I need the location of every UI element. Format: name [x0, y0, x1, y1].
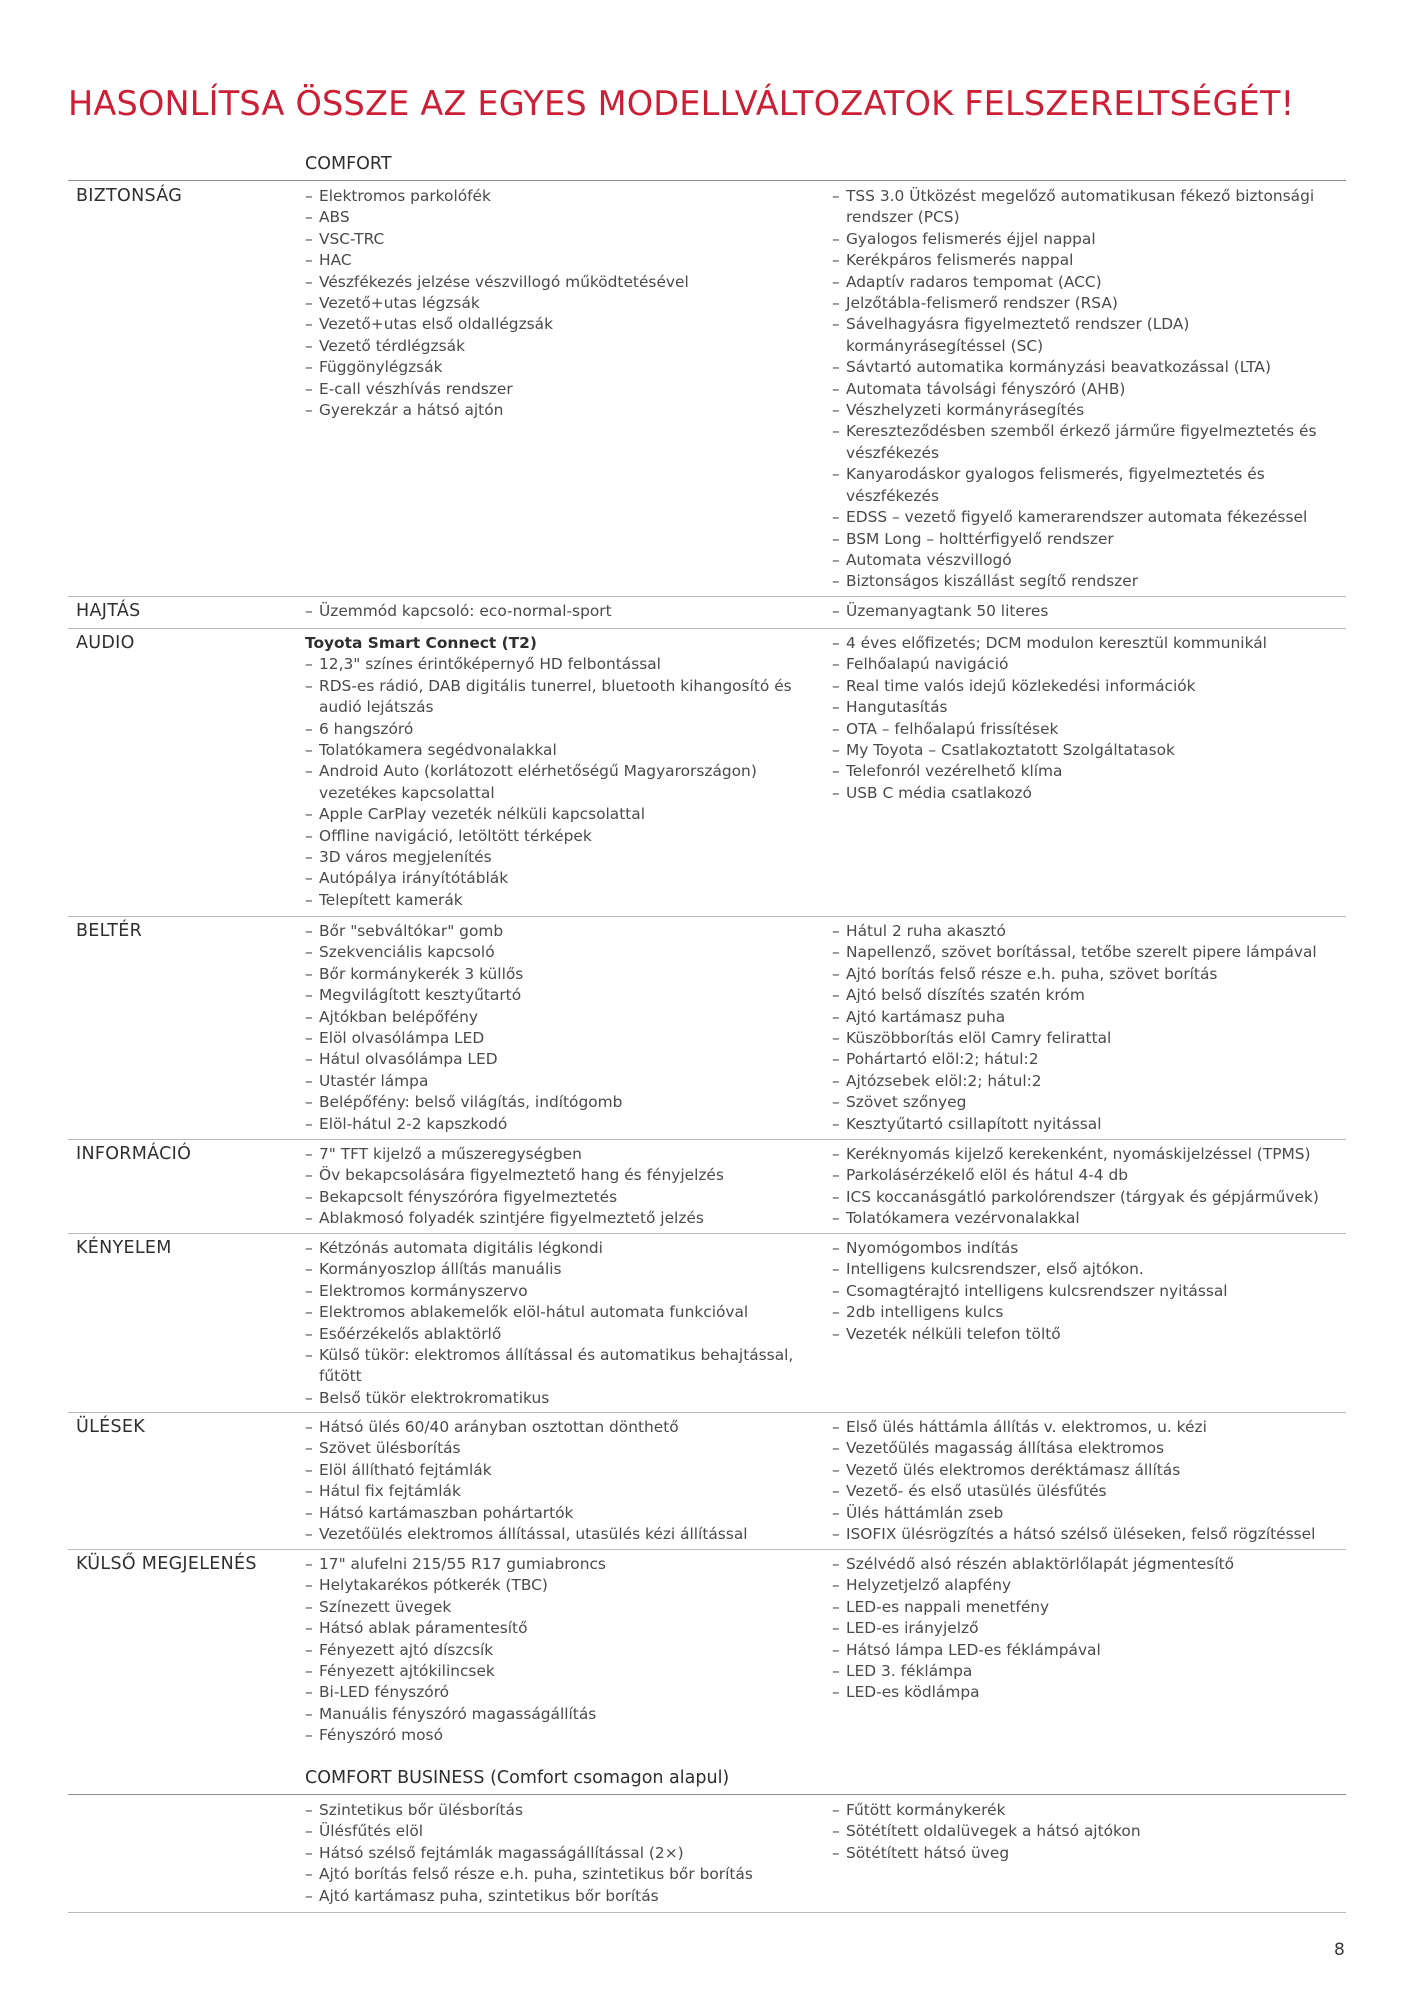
subheading: Toyota Smart Connect (T2)	[305, 634, 537, 652]
feature-list-left	[305, 1144, 825, 1230]
row-divider	[68, 628, 1346, 629]
list-item: – Vezető+utas légzsák	[305, 293, 825, 314]
feature-list-left	[305, 601, 825, 622]
list-item: – Megvilágított kesztyűtartó	[305, 985, 825, 1006]
row-divider	[68, 596, 1346, 597]
list-item: – RDS-es rádió, DAB digitális tunerrel, bluetooth kihangosító és audió lejátszás	[305, 676, 825, 719]
feature-list-left	[305, 1554, 825, 1747]
list-item: – Ablakmosó folyadék szintjére figyelmeztető jelzés	[305, 1208, 825, 1229]
list-item: – Napellenző, szövet borítással, tetőbe szerelt pipere lámpával	[832, 942, 1352, 963]
list-item: – Hátul 2 ruha akasztó	[832, 921, 1352, 942]
list-item: – Keréknyomás kijelző kerekenként, nyomáskijelzéssel (TPMS)	[832, 1144, 1352, 1165]
row-category: INFORMÁCIÓ	[76, 1144, 192, 1164]
list-item: – Szekvenciális kapcsoló	[305, 942, 825, 963]
list-item: – Szövet ülésborítás	[305, 1438, 825, 1459]
list-item: – 12,3" színes érintőképernyő HD felbontással	[305, 654, 825, 675]
list-item: – Helytakarékos pótkerék (TBC)	[305, 1575, 825, 1596]
list-item: – ISOFIX ülésrögzítés a hátsó szélső üléseken, felső rögzítéssel	[832, 1524, 1352, 1545]
list-item: – Öv bekapcsolására figyelmeztető hang és fényjelzés	[305, 1165, 825, 1186]
list-item: – 2db intelligens kulcs	[832, 1302, 1352, 1323]
list-item: – Bőr "sebváltókar" gomb	[305, 921, 825, 942]
row-divider	[68, 1233, 1346, 1234]
list-item: – Automata vészvillogó	[832, 550, 1352, 571]
list-item: – Ajtó kartámasz puha, szintetikus bőr borítás	[305, 1886, 825, 1907]
list-item: – Vezető ülés elektromos deréktámasz állítás	[832, 1460, 1352, 1481]
feature-list-right	[832, 1144, 1352, 1230]
list-item: – Sötétített hátsó üveg	[832, 1843, 1352, 1864]
list-item: – Elektromos parkolófék	[305, 186, 825, 207]
list-item: – My Toyota – Csatlakoztatott Szolgáltatasok	[832, 740, 1352, 761]
list-item: – BSM Long – holttérfigyelő rendszer	[832, 529, 1352, 550]
list-item: – Vezeték nélküli telefon töltő	[832, 1324, 1352, 1345]
list-item: – Szélvédő alsó részén ablaktörlőlapát jégmentesítő	[832, 1554, 1352, 1575]
list-item: – Bekapcsolt fényszóróra figyelmeztetés	[305, 1187, 825, 1208]
list-item: – Első ülés háttámla állítás v. elektromos, u. kézi	[832, 1417, 1352, 1438]
list-item: – Kanyarodáskor gyalogos felismerés, figyelmeztetés és vészfékezés	[832, 464, 1352, 507]
page-number: 8	[1334, 1940, 1345, 1960]
list-item: – Hátsó lámpa LED-es féklámpával	[832, 1640, 1352, 1661]
list-item: – Manuális fényszóró magasságállítás	[305, 1704, 825, 1725]
row-category: ÜLÉSEK	[76, 1417, 146, 1437]
list-item: – Vészhelyzeti kormányrásegítés	[832, 400, 1352, 421]
list-item: – ICS koccanásgátló parkolórendszer (tárgyak és gépjárművek)	[832, 1187, 1352, 1208]
feature-list-left	[305, 1238, 825, 1409]
list-item: – LED 3. féklámpa	[832, 1661, 1352, 1682]
list-item: – LED-es nappali menetfény	[832, 1597, 1352, 1618]
row-divider	[68, 916, 1346, 917]
list-item: – Hangutasítás	[832, 697, 1352, 718]
list-item: – HAC	[305, 250, 825, 271]
feature-list-right	[832, 601, 1352, 622]
list-item: – Ülésfűtés elöl	[305, 1821, 825, 1842]
list-item: – Fényezett ajtó díszcsík	[305, 1640, 825, 1661]
list-item: – Adaptív radaros tempomat (ACC)	[832, 272, 1352, 293]
row-divider	[68, 1139, 1346, 1140]
list-item: – Belső tükör elektrokromatikus	[305, 1388, 825, 1409]
list-item: – Tolatókamera vezérvonalakkal	[832, 1208, 1352, 1229]
list-item: – Biztonságos kiszállást segítő rendszer	[832, 571, 1352, 592]
list-item: – Hátsó kartámaszban pohártartók	[305, 1503, 825, 1524]
list-item: – Elöl állítható fejtámlák	[305, 1460, 825, 1481]
list-item: – Apple CarPlay vezeték nélküli kapcsolattal	[305, 804, 825, 825]
list-item: – Autópálya irányítótáblák	[305, 868, 825, 889]
section-rule	[68, 180, 1346, 181]
list-item: – Elektromos kormányszervo	[305, 1281, 825, 1302]
list-item: – Ajtókban belépőfény	[305, 1007, 825, 1028]
list-item: – Ajtó borítás felső része e.h. puha, szövet borítás	[832, 964, 1352, 985]
list-item: – Vezető- és első utasülés ülésfűtés	[832, 1481, 1352, 1502]
list-item: – Külső tükör: elektromos állítással és automatikus behajtással, fűtött	[305, 1345, 825, 1388]
list-item: – Hátul fix fejtámlák	[305, 1481, 825, 1502]
list-item: – Offline navigáció, letöltött térképek	[305, 826, 825, 847]
list-item: – VSC-TRC	[305, 229, 825, 250]
list-item: – Sávtartó automatika kormányzási beavatkozással (LTA)	[832, 357, 1352, 378]
list-item: – Fényszóró mosó	[305, 1725, 825, 1746]
list-item: – Vezető+utas első oldallégzsák	[305, 314, 825, 335]
list-item: – 6 hangszóró	[305, 719, 825, 740]
list-item: – Kereszteződésben szemből érkező járműre figyelmeztetés és vészfékezés	[832, 421, 1352, 464]
list-item: – Üzemmód kapcsoló: eco-normal-sport	[305, 601, 825, 622]
feature-list-left	[305, 633, 825, 911]
list-item: – Ajtózsebek elöl:2; hátul:2	[832, 1071, 1352, 1092]
list-item: – Ajtó kartámasz puha	[832, 1007, 1352, 1028]
list-item: – Elöl olvasólámpa LED	[305, 1028, 825, 1049]
list-item: – EDSS – vezető figyelő kamerarendszer automata fékezéssel	[832, 507, 1352, 528]
list-item: – USB C média csatlakozó	[832, 783, 1352, 804]
list-item: – Üzemanyagtank 50 literes	[832, 601, 1352, 622]
list-item: – Belépőfény: belső világítás, indítógomb	[305, 1092, 825, 1113]
list-item: – Utastér lámpa	[305, 1071, 825, 1092]
list-item: – Vezető térdlégzsák	[305, 336, 825, 357]
list-item: – Vezetőülés elektromos állítással, utasülés kézi állítással	[305, 1524, 825, 1545]
list-item: – Vészfékezés jelzése vészvillogó működtetésével	[305, 272, 825, 293]
feature-list-right	[832, 921, 1352, 1135]
list-item: – Szövet szőnyeg	[832, 1092, 1352, 1113]
row-divider	[68, 1549, 1346, 1550]
feature-list-left	[305, 921, 825, 1135]
row-category: HAJTÁS	[76, 601, 141, 621]
list-item: – Kesztyűtartó csillapított nyitással	[832, 1114, 1352, 1135]
feature-list-left	[305, 186, 825, 421]
list-item: – Gyerekzár a hátsó ajtón	[305, 400, 825, 421]
list-item: – Sötétített oldalüvegek a hátsó ajtókon	[832, 1821, 1352, 1842]
list-item: – Hátsó ülés 60/40 arányban osztottan dönthető	[305, 1417, 825, 1438]
list-item: – Pohártartó elöl:2; hátul:2	[832, 1049, 1352, 1070]
list-item: – Kétzónás automata digitális légkondi	[305, 1238, 825, 1259]
list-item: – Ülés háttámlán zseb	[832, 1503, 1352, 1524]
section-heading-comfort-business: COMFORT BUSINESS (Comfort csomagon alapul)	[305, 1768, 730, 1788]
row-category: KÜLSŐ MEGJELENÉS	[76, 1554, 257, 1574]
list-item: – Függönylégzsák	[305, 357, 825, 378]
list-item: – 7" TFT kijelző a műszeregységben	[305, 1144, 825, 1165]
row-category: AUDIO	[76, 633, 135, 653]
list-item: – OTA – felhőalapú frissítések	[832, 719, 1352, 740]
list-item: – Jelzőtábla-felismerő rendszer (RSA)	[832, 293, 1352, 314]
list-item: – Vezetőülés magasság állítása elektromos	[832, 1438, 1352, 1459]
row-divider	[68, 1912, 1346, 1913]
list-item: – E-call vészhívás rendszer	[305, 379, 825, 400]
list-item: – Intelligens kulcsrendszer, első ajtókon.	[832, 1259, 1352, 1280]
list-item: – Ajtó belső díszítés szatén króm	[832, 985, 1352, 1006]
feature-list-right	[832, 186, 1352, 593]
feature-list-right	[832, 1800, 1352, 1864]
page-title: HASONLÍTSA ÖSSZE AZ EGYES MODELLVÁLTOZATOK FELSZERELTSÉGÉT!	[68, 84, 1295, 123]
list-item: – Real time valós idejű közlekedési információk	[832, 676, 1352, 697]
feature-list-right	[832, 1554, 1352, 1704]
list-item: – Fűtött kormánykerék	[832, 1800, 1352, 1821]
list-item: – Sávelhagyásra figyelmeztető rendszer (LDA) kormányrásegítéssel (SC)	[832, 314, 1352, 357]
section-heading-comfort: COMFORT	[305, 154, 392, 174]
list-item: – Kormányoszlop állítás manuális	[305, 1259, 825, 1280]
list-item: – Automata távolsági fényszóró (AHB)	[832, 379, 1352, 400]
row-category: BIZTONSÁG	[76, 186, 183, 206]
list-item: – Elöl-hátul 2-2 kapszkodó	[305, 1114, 825, 1135]
list-item: – 4 éves előfizetés; DCM modulon keresztül kommunikál	[832, 633, 1352, 654]
list-item: – Bőr kormánykerék 3 küllős	[305, 964, 825, 985]
list-item: – Szintetikus bőr ülésborítás	[305, 1800, 825, 1821]
list-item: – Hátsó szélső fejtámlák magasságállítással (2×)	[305, 1843, 825, 1864]
list-item: – Küszöbborítás elöl Camry felirattal	[832, 1028, 1352, 1049]
section-rule	[68, 1794, 1346, 1795]
list-item: – Telefonról vezérelhető klíma	[832, 761, 1352, 782]
list-item: – Tolatókamera segédvonalakkal	[305, 740, 825, 761]
feature-list-left	[305, 1800, 825, 1907]
list-item: – 17" alufelni 215/55 R17 gumiabroncs	[305, 1554, 825, 1575]
list-item: – Nyomógombos indítás	[832, 1238, 1352, 1259]
list-item: – LED-es ködlámpa	[832, 1682, 1352, 1703]
list-item: – Gyalogos felismerés éjjel nappal	[832, 229, 1352, 250]
list-item: – Hátul olvasólámpa LED	[305, 1049, 825, 1070]
list-item: – Csomagtérajtó intelligens kulcsrendszer nyitással	[832, 1281, 1352, 1302]
feature-list-right	[832, 1417, 1352, 1545]
list-item: – LED-es irányjelző	[832, 1618, 1352, 1639]
list-item: – Ajtó borítás felső része e.h. puha, szintetikus bőr borítás	[305, 1864, 825, 1885]
row-divider	[68, 1412, 1346, 1413]
row-category: KÉNYELEM	[76, 1238, 172, 1258]
list-item: – ABS	[305, 207, 825, 228]
list-item: – Fényezett ajtókilincsek	[305, 1661, 825, 1682]
feature-list-right	[832, 633, 1352, 804]
list-item: – 3D város megjelenítés	[305, 847, 825, 868]
list-item: – Hátsó ablak páramentesítő	[305, 1618, 825, 1639]
list-item: – Telepített kamerák	[305, 890, 825, 911]
list-item: – TSS 3.0 Ütközést megelőző automatikusan fékező biztonsági rendszer (PCS)	[832, 186, 1352, 229]
feature-list-left	[305, 1417, 825, 1545]
feature-list-right	[832, 1238, 1352, 1345]
list-item: – Bi-LED fényszóró	[305, 1682, 825, 1703]
list-item: – Esőérzékelős ablaktörlő	[305, 1324, 825, 1345]
list-item: – Színezett üvegek	[305, 1597, 825, 1618]
row-category: BELTÉR	[76, 921, 143, 941]
list-item: – Helyzetjelző alapfény	[832, 1575, 1352, 1596]
list-item: – Parkolásérzékelő elöl és hátul 4-4 db	[832, 1165, 1352, 1186]
list-item: – Kerékpáros felismerés nappal	[832, 250, 1352, 271]
list-item: – Android Auto (korlátozott elérhetőségű Magyarországon) vezetékes kapcsolattal	[305, 761, 825, 804]
list-item: – Elektromos ablakemelők elöl-hátul automata funkcióval	[305, 1302, 825, 1323]
list-item: – Felhőalapú navigáció	[832, 654, 1352, 675]
